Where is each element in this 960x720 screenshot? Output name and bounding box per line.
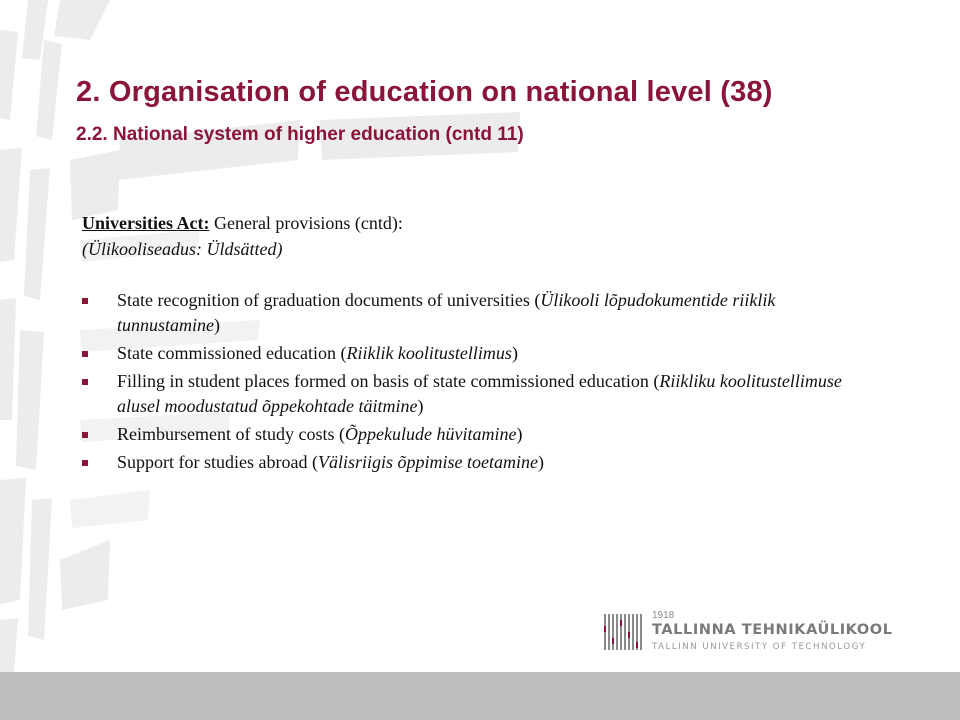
bullet-close: ) [516, 424, 523, 444]
bullet-text: State commissioned education ( [117, 343, 347, 363]
bullet-close: ) [537, 452, 544, 472]
slide-subtitle: 2.2. National system of higher education (cntd 11) [76, 124, 524, 145]
bullet-translation: Välisriigis õppimise toetamine [317, 452, 538, 472]
act-label: Universities Act: [82, 213, 210, 233]
bullet-close: ) [214, 315, 220, 335]
bullet-square-icon [82, 432, 88, 438]
bullet-translation: Riiklik koolitustellimus [346, 343, 512, 363]
logo-bars-icon [604, 612, 648, 652]
bullet-translation: Õppekulude hüvitamine [344, 424, 517, 444]
logo-year: 1918 [652, 610, 675, 621]
list-item [82, 369, 882, 419]
bullet-list [82, 288, 882, 475]
list-item [82, 422, 882, 447]
slide-content [82, 210, 882, 478]
logo-name: TALLINNA TEHNIKAÜLIKOOL [652, 622, 893, 638]
bullet-close: ) [511, 343, 518, 363]
bullet-translation: Ülikooli lõpudokumentide riiklik tunnustamine [117, 290, 776, 335]
logo-name-english: TALLINN UNIVERSITY OF TECHNOLOGY [652, 642, 867, 652]
list-item [82, 341, 882, 366]
act-translation: (Ülikooliseadus: Üldsätted) [82, 239, 283, 259]
footer-bar [0, 672, 960, 720]
list-item [82, 288, 882, 338]
bullet-text: Reimbursement of study costs ( [117, 424, 345, 444]
act-heading [82, 210, 882, 236]
bullet-square-icon [82, 351, 88, 357]
university-logo [600, 608, 910, 656]
bullet-translation: Riikliku koolitustellimuse alusel moodustatud õppekohtade täitmine [117, 371, 842, 416]
bullet-text: Filling in student places formed on basis of state commissioned education ( [117, 371, 660, 391]
bullet-square-icon [82, 298, 88, 304]
bullet-square-icon [82, 379, 88, 385]
bullet-square-icon [82, 460, 88, 466]
list-item [82, 450, 882, 475]
bullet-close: ) [417, 396, 424, 416]
act-description: General provisions (cntd): [209, 213, 403, 233]
slide-title: 2. Organisation of education on national level (38) [76, 76, 773, 108]
bullet-text: State recognition of graduation documents of universities ( [117, 290, 541, 310]
bullet-text: Support for studies abroad ( [117, 452, 318, 472]
